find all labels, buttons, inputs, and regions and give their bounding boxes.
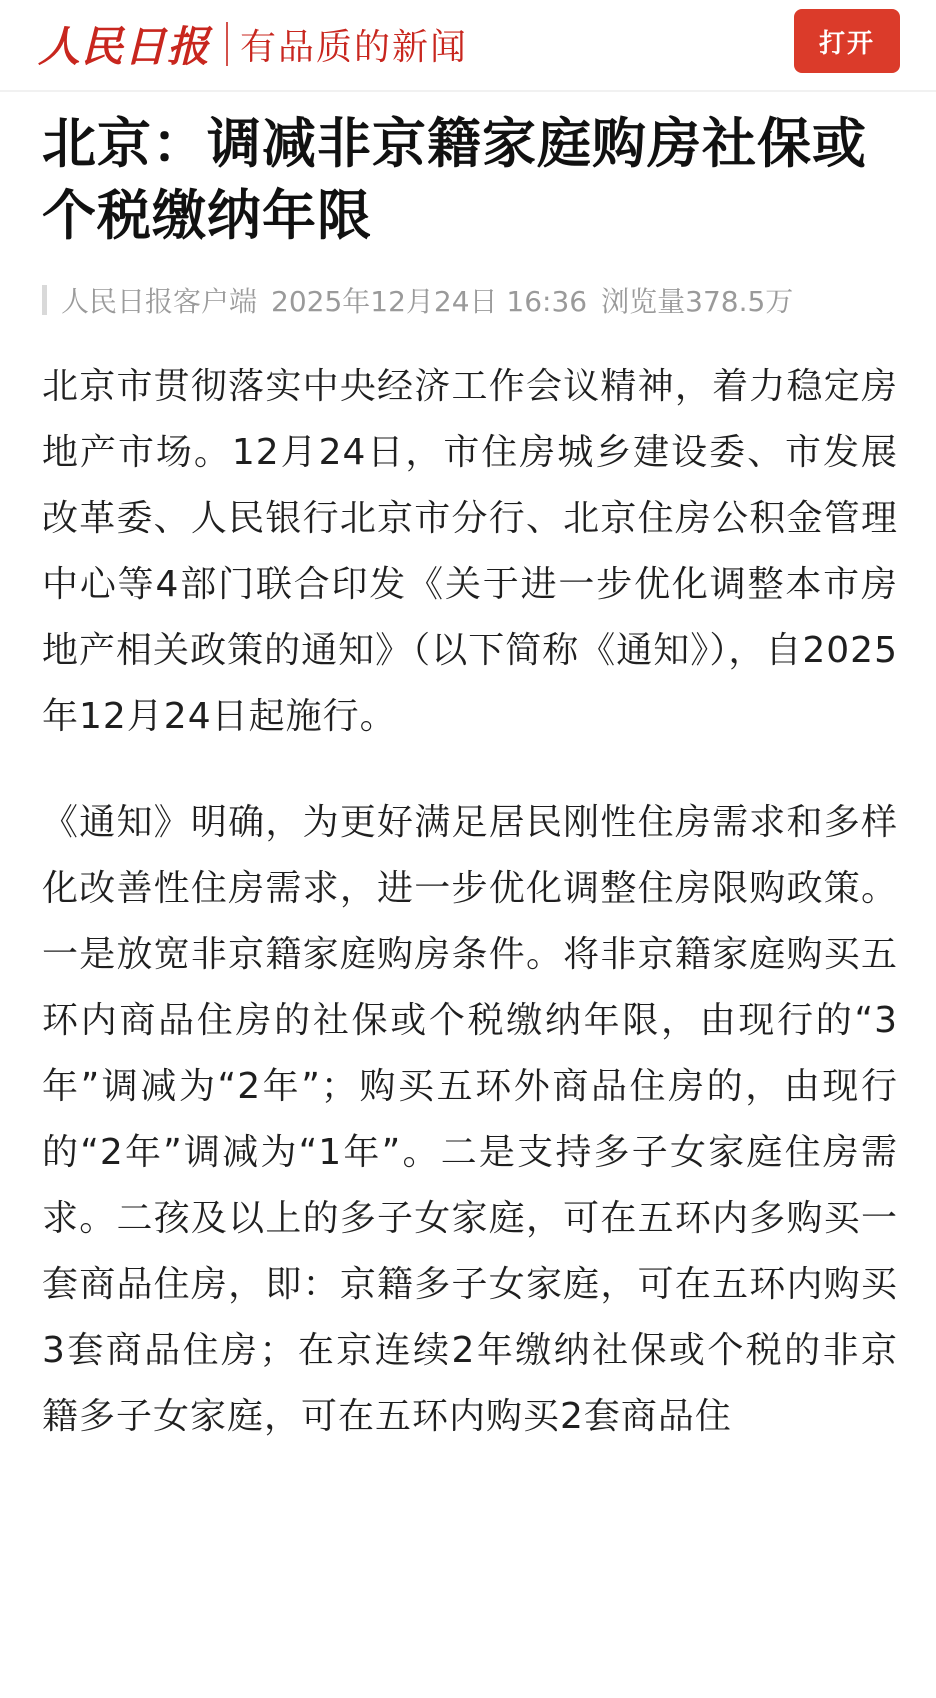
- article-views: 浏览量378.5万: [601, 285, 794, 318]
- article-source: 人民日报客户端: [61, 285, 258, 318]
- logo-wordmark: 人民日报: [38, 22, 211, 71]
- article-paragraph: 《通知》明确，为更好满足居民刚性住房需求和多样化改善性住房需求，进一步优化调整住房限购政策。一是放宽非京籍家庭购房条件。将非京籍家庭购买五环内商品住房的社保或个税缴纳年限，由现行的“3年”调减为“2年”；购买五环外商品住房的，由现行的“2年”调减为“1年”。二是支持多子女家庭住房需求。二孩及以上的多子女家庭，可在五环内多购买一套商品住房，即：京籍多子女家庭，可在五环内购买3套商品住房；在京连续2年缴纳社保或个税的非京籍多子女家庭，可在五环内购买2套商品住: [42, 802, 898, 1437]
- peoples-daily-logo[interactable]: [38, 14, 468, 74]
- article-datetime: 2025年12月24日 16:36: [271, 285, 588, 318]
- article-title: 北京：调减非京籍家庭购房社保或个税缴纳年限: [42, 112, 867, 247]
- article-content: [42, 108, 898, 1450]
- logo-slogan: 有品质的新闻: [240, 26, 469, 68]
- open-app-button[interactable]: 打开: [794, 9, 900, 73]
- logo-divider: [226, 22, 228, 66]
- article-paragraph: 北京市贯彻落实中央经济工作会议精神，着力稳定房地产市场。12月24日，市住房城乡建设委、市发展改革委、人民银行北京市分行、北京住房公积金管理中心等4部门联合印发《关于进一步优化调整本市房地产相关政策的通知》（以下简称《通知》），自2025年12月24日起施行。: [42, 366, 898, 737]
- top-app-banner: [0, 0, 936, 92]
- article-meta: [42, 280, 898, 320]
- meta-accent-bar: [42, 285, 47, 315]
